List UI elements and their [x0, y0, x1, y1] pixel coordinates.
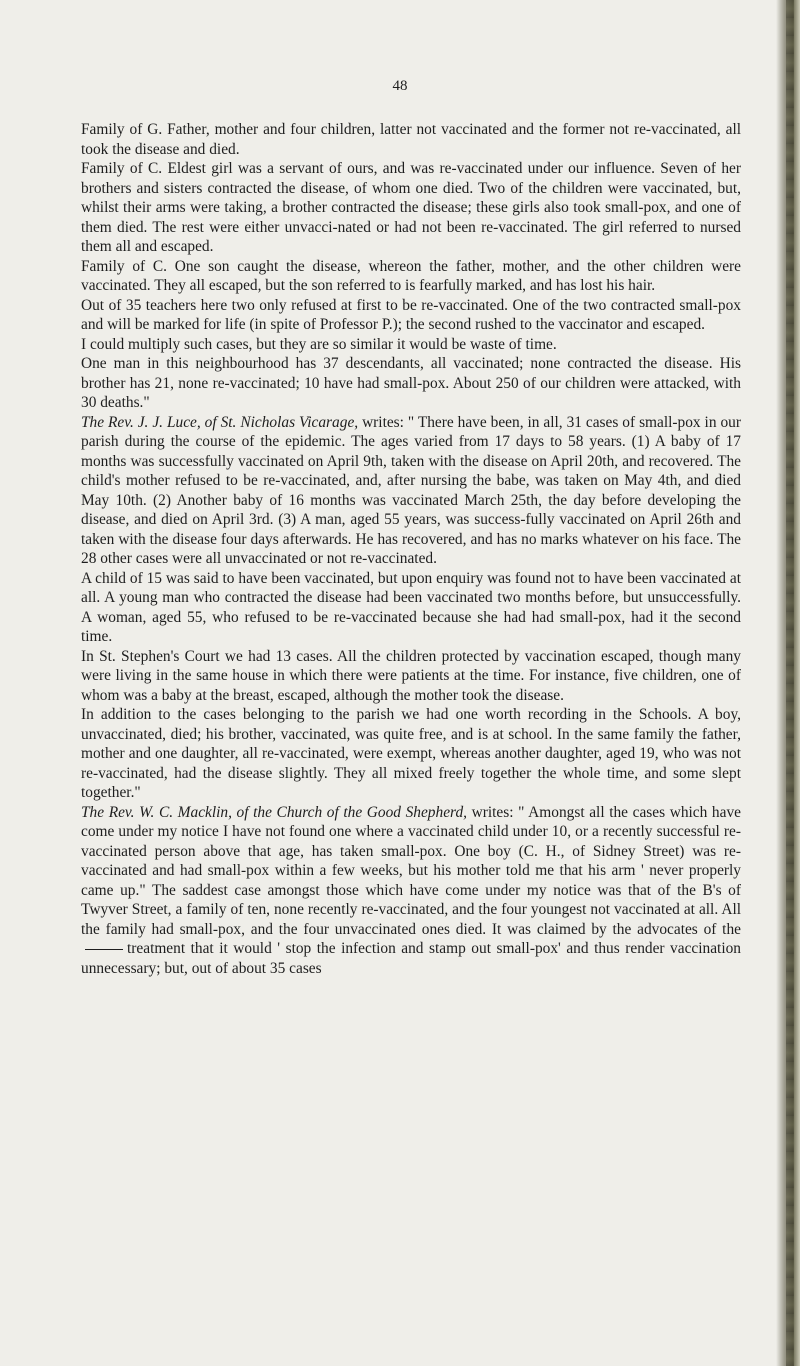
- paragraph: [81, 569, 741, 647]
- italic-attribution: The Rev. J. J. Luce, of St. Nicholas Vicarage,: [81, 413, 359, 431]
- paragraph-text: One man in this neighbourhood has 37 descendants, all vaccinated; none contracted the disease. His brother has 21, none re-vaccinated; 10 have had small-pox. About 250 of our children were attacked, with 30 deaths.": [81, 355, 741, 411]
- paragraph-text: treatment that it would ' stop the infection and stamp out small-pox' and thus render vaccination unnecessary; but, out of about 35 cases: [81, 940, 741, 977]
- paragraph: [81, 803, 741, 979]
- paragraph-text: Family of C. Eldest girl was a servant of ours, and was re-vaccinated under our influence. Seven of her brothers and sisters contracted the disease, of whom one died. Two of the children were vaccinated, but, whilst their arms were taking, a brother contracted the disease; these girls also took small-pox, and one of them died. The rest were either unvacci-nated or had not been re-vaccinated. The girl referred to nursed them all and escaped.: [81, 160, 741, 255]
- paragraph-text: I could multiply such cases, but they are so similar it would be waste of time.: [81, 335, 557, 353]
- paragraph-text: In addition to the cases belonging to the parish we had one worth recording in the Schools. A boy, unvaccinated, died; his brother, vaccinated, was quite free, and is at school. In the same family the father, mother and one daughter, all re-vaccinated, were exempt, whereas another daughter, aged 19, who was not re-vaccinated, had the disease slightly. They all mixed freely together the whole time, and some slept together.": [81, 706, 741, 801]
- blank-dash: [85, 949, 123, 950]
- page-edge-binding: [786, 0, 794, 1366]
- paragraph: [81, 335, 741, 355]
- paragraph-text: writes: " Amongst all the cases which have come under my notice I have not found one where a vaccinated child under 10, or a recently successful re-vaccinated person above that age, has taken small-pox. One boy (C. H., of Sidney Street) was re-vaccinated and had small-pox within a few weeks, but his mother told me that his arm ' never properly came up." The saddest case amongst those which have come under my notice was that of the B's of Twyver Street, a family of ten, none recently re-vaccinated, and the four youngest not vaccinated at all. All the family had small-pox, and the four unvaccinated ones died. It was claimed by the advocates of the: [81, 803, 741, 938]
- paragraph: [81, 413, 741, 569]
- italic-attribution: The Rev. W. C. Macklin, of the Church of the Good Shepherd,: [81, 803, 467, 821]
- paragraph-text: In St. Stephen's Court we had 13 cases. All the children protected by vaccination escaped, though many were living in the same house in which there were patients at the time. For instance, five children, one of whom was a baby at the breast, escaped, although the mother took the disease.: [81, 647, 741, 704]
- paragraph: [81, 296, 741, 335]
- paragraph: [81, 257, 741, 296]
- paragraph-text: Out of 35 teachers here two only refused at first to be re-vaccinated. One of the two contracted small-pox and will be marked for life (in spite of Professor P.); the second rushed to the vaccinator and escaped.: [81, 296, 741, 333]
- paragraph: [81, 159, 741, 257]
- paragraph-text: Family of C. One son caught the disease, whereon the father, mother, and the other children were vaccinated. They all escaped, but the son referred to is fearfully marked, and has lost his hair.: [81, 257, 741, 294]
- paragraph: [81, 705, 741, 803]
- paragraph-text: A child of 15 was said to have been vaccinated, but upon enquiry was found not to have been vaccinated at all. A young man who contracted the disease had been vaccinated two months before, but unsuccessfully. A woman, aged 55, who refused to be re-vaccinated because she had had small-pox, had it the second time.: [81, 569, 741, 645]
- paragraph-text: writes: " There have been, in all, 31 cases of small-pox in our parish during the course of the epidemic. The ages varied from 17 days to 58 years. (1) A baby of 17 months was successfully vaccinated on April 9th, taken with the disease on April 20th, and recovered. The child's mother refused to be re-vaccinated, and, after nursing the babe, was taken on May 4th, and died May 10th. (2) Another baby of 16 months was vaccinated March 25th, the day before developing the disease, and died on April 3rd. (3) A man, aged 55 years, was success-fully vaccinated on April 26th and taken with the disease four days afterwards. He has recovered, and has no marks whatever on his face. The 28 other cases were all unvaccinated or not re-vaccinated.: [81, 413, 741, 567]
- page-number: 48: [392, 78, 408, 94]
- paragraph: [81, 354, 741, 413]
- paragraph: [81, 647, 741, 706]
- paragraph-text: Family of G. Father, mother and four children, latter not vaccinated and the former not re-vaccinated, all took the disease and died.: [81, 121, 741, 158]
- paragraph: [81, 120, 741, 159]
- body-text: [81, 120, 741, 978]
